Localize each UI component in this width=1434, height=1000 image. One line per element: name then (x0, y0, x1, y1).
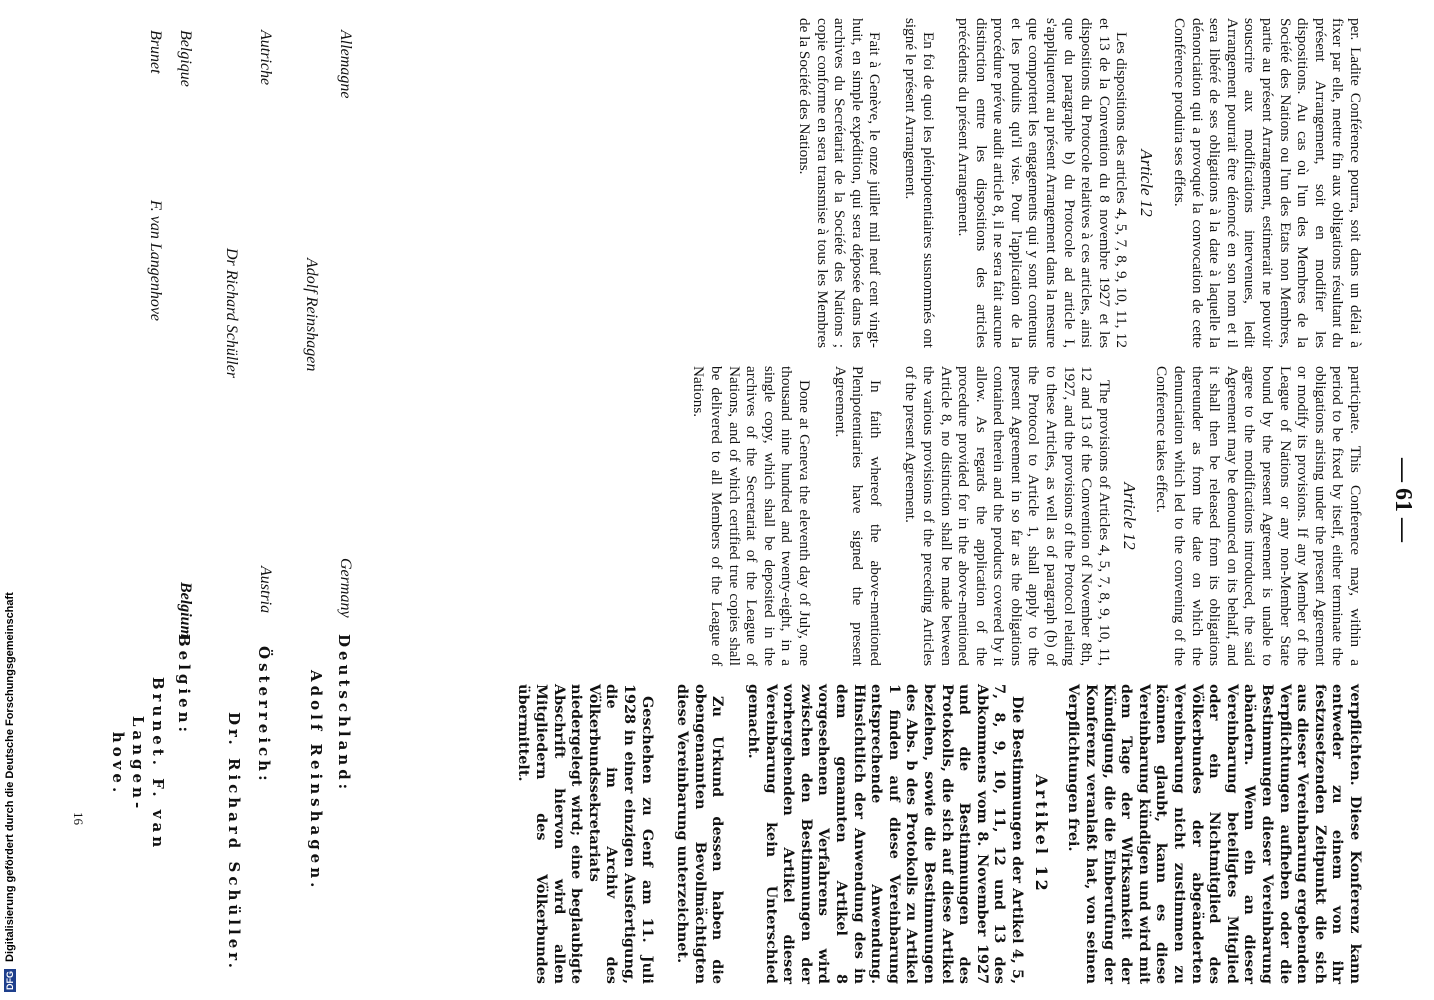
digitization-footer (2, 0, 18, 1000)
german-country-austria: Österreich: (255, 646, 273, 785)
signatory-germany: Adolf Reinshagen (303, 258, 320, 372)
dfg-logo-icon: DFG (5, 971, 15, 990)
french-country-belgium: Belgique (177, 30, 194, 87)
german-signatory-belgium: Brunet. F. van Langen- hove. (109, 676, 167, 852)
german-column (515, 684, 1364, 984)
german-article-heading: Artikel 12 (1031, 774, 1051, 894)
french-intro-paragraph: per. Ladite Conférence pourra, soit dans un délai à fixer par elle, mettre fin aux obligations résultant du présent Arrangement, soit en modifier les dispositions. Au cas où l'un des Membres de la Société des Nations ou l'un des Etats non Membres, partie au présent Arrangement, estimerait ne pouvoir souscrire aux modifications intervenues, ledit Arrangement pourrait être dénoncé en son nom et il sera libéré de ses obligations à la date à laquelle la dénonciation qui a provoqué la convocation de cette Conférence produira ses effets. (1171, 18, 1364, 348)
sheet-signature: 16 (71, 812, 86, 825)
german-signatory-austria: Dr. Richard Schüller. (225, 712, 243, 972)
english-country-germany: Germany (337, 558, 354, 618)
french-country-germany: Allemagne (337, 30, 354, 99)
french-done-paragraph: Fait à Genève, le onze juillet mil neuf cent vingt-huit, en simple expédition, qui sera déposée dans les archives du Secrétariat de la Société des Nations ; copie conforme en sera transmise à tous les Membres de la Société des Nations. (795, 18, 884, 348)
french-faith-paragraph: En foi de quoi les plénipotentiaires susnommés ont signé le présent Arrangement. (901, 18, 937, 348)
french-country-austria: Autriche (257, 30, 274, 86)
digitization-notice: Digitalisierung gefördert durch die Deutsche Forschungsgemeinschaft (4, 592, 16, 962)
signatory-belgium-1: Brunet (147, 30, 164, 74)
english-done-paragraph: Done at Geneva the eleventh day of July, one thousand nine hundred and twenty-eight, in a single copy, which shall be deposited in the archives of the Secretariat of the League of Nations, and of which certified true copies shall be delivered to all Members of the League of Nations. (690, 366, 813, 666)
german-country-germany: Deutschland: (335, 634, 353, 794)
english-article12-paragraph: The provisions of Articles 4, 5, 7, 8, 9, 10, 11, 12 and 13 of the Convention of November 8th, 1927, and the provisions of the Protocol relating to these Articles, as well as of paragraph (b) of the Protocol to Article 1, shall apply to the present Agreement in so far as the obligations contained therein and the products covered by it allow. As regards the application of the procedure provided for in the above-mentioned Article 8, no distinction shall be made between the various provisions of the preceding Articles of the present Agreement. (902, 366, 1113, 666)
german-faith-paragraph: Zu Urkund dessen haben die obengenannten Bevollmächtigten diese Vereinbarung unterzeichnet. (674, 684, 727, 984)
german-country-belgium: Belgien: (175, 634, 193, 737)
french-article-heading: Article 12 (1137, 149, 1157, 217)
english-intro-paragraph: participate. This Conference may, within a period to be fixed by itself, either terminate the obligations arising under the present Agreement or modify its provisions. If any Member of the League of Nations or any non-Member State bound by the present Agreement is unable to agree to the modifications introduced, the said Agreement may be denounced on its behalf, and it shall then be released from its obligations thereunder as from the date on which the denunciation which led to the convening of the Conference takes effect. (1153, 366, 1364, 666)
german-article12-paragraph: Die Bestimmungen der Artikel 4, 5, 7, 8, 9, 10, 11, 12 und 13 des Abkommens vom 8. November 1927 und die Bestimmungen des Protokolls, die sich auf diese Artikel beziehen, sowie die Bestimmungen des Abs. b des Protokolls zu Artikel 1 finden auf diese Vereinbarung entsprechende Anwendung. Hinsichtlich der Anwendung des in dem genannten Artikel 8 vorgesehenen Verfahrens wird zwischen den Bestimmungen der vorhergehenden Artikel dieser Vereinbarung kein Unterschied gemacht. (745, 684, 1026, 984)
signatory-austria: Dr Richard Schüller (223, 248, 240, 379)
page-number: — 61 — (1390, 458, 1416, 542)
german-done-paragraph: Geschehen zu Genf am 11. Juli 1928 in einer einzigen Ausfertigung, die im Archiv des Völkerbundssekretariats niedergelegt wird; eine beglaubigte Abschrift hiervon wird allen Mitgliedern des Völkerbundes übermittelt. (515, 684, 656, 984)
french-article12-paragraph: Les dispositions des articles 4, 5, 7, 8, 9, 10, 11, 12 et 13 de la Convention du 8 novembre 1927 et les dispositions du Protocole relatives à ces articles, ainsi que du paragraphe b) du Protocole ad article I, s'appliqueront au présent Arrangement dans la mesure que comportent les engagements qui y sont contenus et les produits qu'il vise. Pour l'application de la procédure prévue audit article 8, il ne sera fait aucune distinction entre les dispositions des articles précédents du présent Arrangement. (955, 18, 1131, 348)
english-article-heading: Article 12 (1119, 482, 1139, 550)
english-faith-paragraph: In faith whereof the above-mentioned Plenipotentiaries have signed the present Agreement. (831, 366, 884, 666)
german-signatory-germany: Adolf Reinshagen. (307, 670, 325, 892)
signatory-belgium-2: F. van Langenhove (147, 200, 164, 322)
french-column (795, 18, 1364, 348)
english-country-belgium: Belgium (177, 582, 194, 639)
english-column (690, 366, 1364, 666)
german-intro-paragraph: verpflichten. Diese Konferenz kann entweder zu einem von ihr festzusetzenden Zeitpunkt die sich aus dieser Vereinbarung ergebenden Verpflichtungen aufheben oder die Bestimmungen dieser Vereinbarung abändern. Wenn ein an dieser Vereinbarung beteiligtes Mitglied oder ein Nichtmitglied des Völkerbundes der abgeänderten Vereinbarung nicht zustimmen zu können glaubt, kann es diese Vereinbarung kündigen und wird mit dem Tage der Wirksamkeit der Kündigung, die die Einberufung der Konferenz veranlaßt hat, von seinen Verpflichtungen frei. (1065, 684, 1364, 984)
english-country-austria: Austria (257, 566, 274, 614)
